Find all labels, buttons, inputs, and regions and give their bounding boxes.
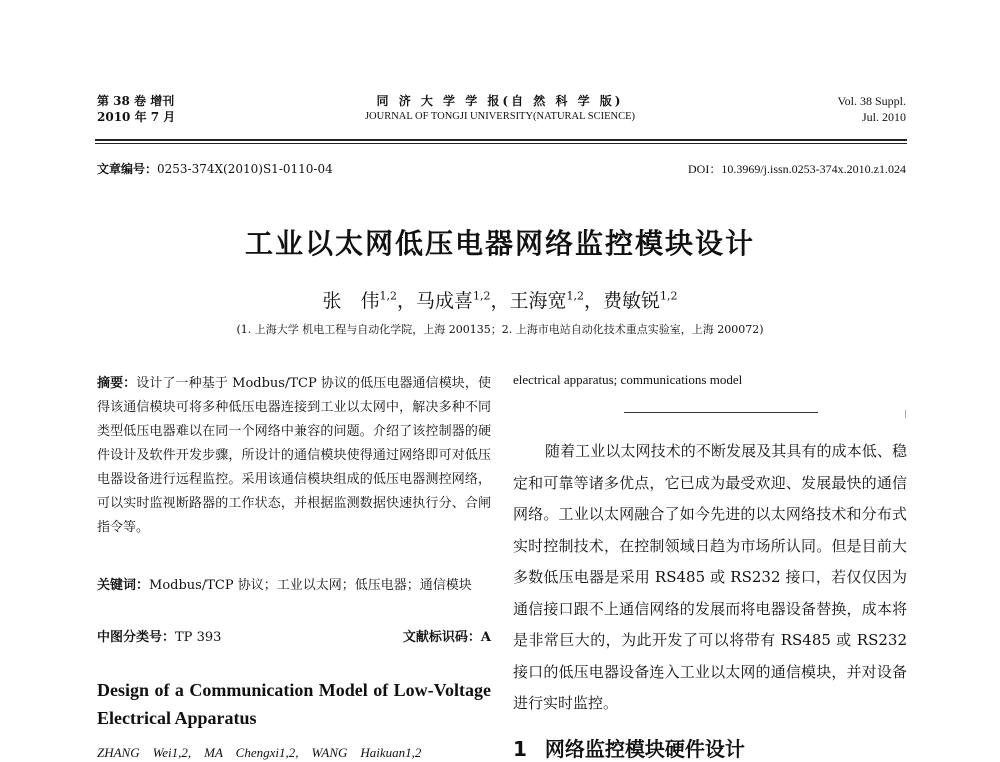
- clc-value: TP 393: [175, 630, 222, 645]
- english-title: Design of a Communication Model of Low-Voltage Electrical Apparatus: [97, 680, 491, 728]
- author-name: 马成喜: [415, 290, 473, 312]
- margin-tick: [905, 410, 906, 418]
- clc-label: 中图分类号：: [97, 630, 176, 645]
- header-volume: 第 38 卷 增刊: [97, 94, 175, 108]
- doi: DOI：10.3969/j.issn.0253-374x.2010.z1.024: [688, 162, 906, 176]
- author-affil-mark: 1,2: [660, 289, 678, 303]
- column-separator-rule: [624, 412, 818, 413]
- header-date-en: Jul. 2010: [861, 110, 906, 124]
- header-journal: [310, 93, 690, 125]
- section-title: 网络监控模块硬件设计: [544, 737, 745, 761]
- author-affil-mark: 1,2: [472, 289, 491, 303]
- header-date: 2010 年 7 月: [97, 110, 176, 124]
- paper-title: 工业以太网低压电器网络监控模块设计: [244, 227, 755, 260]
- journal-name-cn: 同 济 大 学 学 报(自 然 科 学 版): [376, 94, 624, 108]
- article-number-label: 文章编号：: [97, 162, 158, 176]
- header-issue: [97, 93, 175, 125]
- classification-line: [97, 628, 491, 648]
- abstract-label: 摘要：: [97, 376, 137, 391]
- keywords-label: 关键词：: [97, 578, 150, 593]
- header-rule-thick: [95, 139, 907, 141]
- abstract-text: 设计了一种基于 Modbus/TCP 协议的低压电器通信模块，使得该通信模块可将多种低压电器连接到工业以太网中，解决多种不同类型低压电器难以在同一个网络中兼容的问题。介绍了该控制器的硬件设计及软件开发步骤，所设计的通信模块使得通过网络即可对低压电器设备进行远程监控。采用该通信模块组成的低压电器测控网络，可以实时监视断路器的工作状态，并根据监测数据快速执行分、合闸指令等。: [97, 376, 491, 535]
- affiliation: (1. 上海大学 机电工程与自动化学院，上海 200135；2. 上海市电站自动化技术重点实验室，上海 200072): [236, 323, 764, 336]
- introduction-paragraph: 随着工业以太网技术的不断发展及其具有的成本低、稳定和可靠等诸多优点，它已成为最受欢迎、发展最快的通信网络。工业以太网融合了如今先进的以太网络技术和分布式实时控制技术，在控制领域日趋为市场所认同。但是目前大多数低压电器是采用 RS485 或 RS232 接口，若仅仅因为通信接口跟不上通信网络的发展而将电器设备替换，成本将是非常巨大的，为此开发了可以将带有 RS485 或 RS232 接口的低压电器设备连入工业以太网的通信模块，并对设备进行实时监控。: [513, 442, 907, 712]
- author-affil-mark: 1,2: [566, 289, 585, 303]
- section-heading: [513, 733, 907, 762]
- header-rule-thin: [95, 143, 907, 144]
- english-authors: ZHANG Wei1,2, MA Chengxi1,2, WANG Haikuan1,2: [97, 745, 422, 760]
- author-name: 张 伟: [322, 290, 380, 312]
- english-keywords-tail: electrical apparatus; communications model: [513, 372, 743, 387]
- keywords: [97, 575, 491, 597]
- author-affil-mark: 1,2: [379, 289, 397, 303]
- journal-name-en: JOURNAL OF TONGJI UNIVERSITY(NATURAL SCIENCE): [364, 111, 636, 122]
- doc-code-label: 文献标识码：: [402, 630, 481, 645]
- author-list: 张 伟$^{1,2}$，马成喜$^{1,2}$，王海宽$^{1,2}$，费敏锐$^{1,2}$: [322, 289, 678, 312]
- abstract: [97, 372, 491, 540]
- header-volume-en: [838, 93, 906, 125]
- article-number-value: 0253-374X(2010)S1-0110-04: [157, 162, 333, 176]
- document-code: [403, 628, 491, 648]
- article-number: [97, 160, 333, 177]
- doc-code-value: A: [480, 630, 491, 645]
- header-volume-en-line: Vol. 38 Suppl.: [837, 94, 906, 108]
- section-number: 1: [513, 737, 527, 761]
- keywords-text: Modbus/TCP 协议；工业以太网；低压电器；通信模块: [149, 578, 472, 593]
- author-name: 王海宽: [509, 290, 567, 312]
- author-name: 费敏锐: [603, 290, 661, 312]
